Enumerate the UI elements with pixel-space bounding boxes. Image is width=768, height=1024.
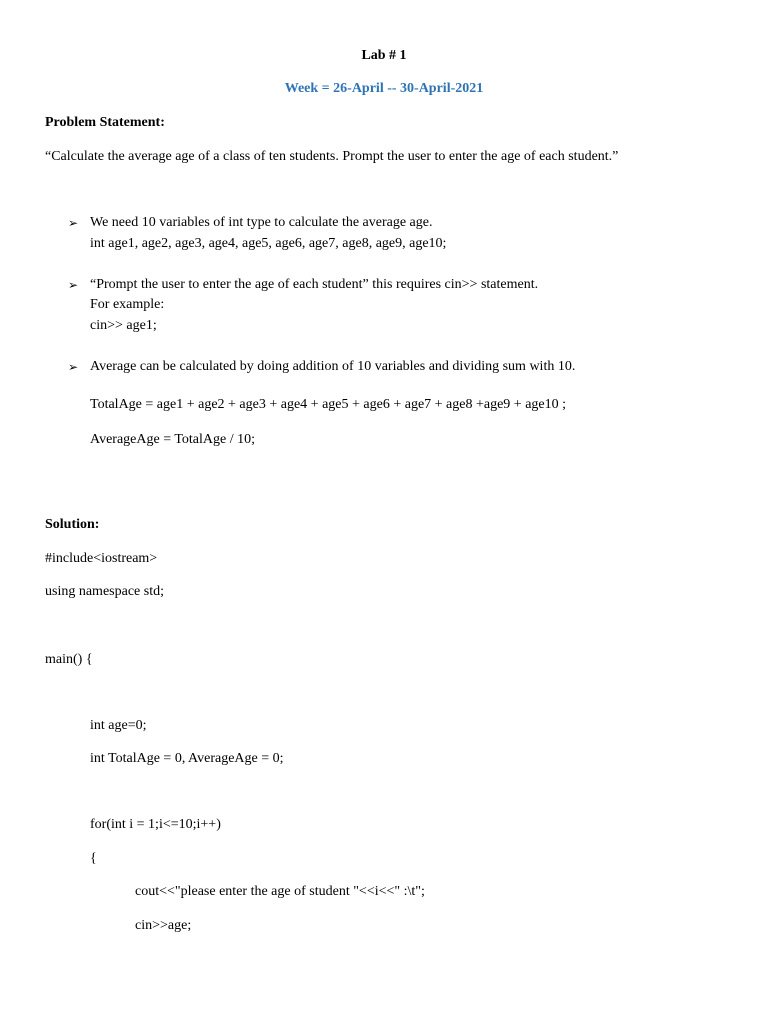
bullet-1-line-2: int age1, age2, age3, age4, age5, age6, age7, age8, age9, age10; [90, 236, 447, 251]
code-line: main() { [45, 652, 93, 667]
bullet-2-line-2: For example: [90, 297, 165, 312]
code-line: #include<iostream> [45, 551, 158, 566]
week-range: Week = 26-April -- 30-April-2021 [284, 81, 484, 96]
code-line: cin>>age; [135, 918, 192, 933]
code-line: for(int i = 1;i<=10;i++) [90, 817, 221, 832]
bullet-2-line-3: cin>> age1; [90, 318, 157, 333]
solution-heading: Solution: [45, 517, 100, 532]
bullet-arrow-icon: ➢ [68, 278, 79, 292]
problem-heading: Problem Statement: [45, 115, 165, 130]
code-line: using namespace std; [45, 584, 164, 599]
bullet-3-line-1: Average can be calculated by doing addition of 10 variables and dividing sum with 10. [90, 359, 576, 374]
bullet-arrow-icon: ➢ [68, 216, 79, 230]
problem-statement: “Calculate the average age of a class of ten students. Prompt the user to enter the age of each student.” [45, 149, 619, 164]
bullet-2-line-1: “Prompt the user to enter the age of each student” this requires cin>> statement. [90, 277, 539, 292]
bullet-1-line-1: We need 10 variables of int type to calculate the average age. [90, 215, 433, 230]
bullet-arrow-icon: ➢ [68, 360, 79, 374]
total-age-formula: TotalAge = age1 + age2 + age3 + age4 + age5 + age6 + age7 + age8 +age9 + age10 ; [90, 397, 567, 412]
code-line: int TotalAge = 0, AverageAge = 0; [90, 751, 284, 766]
code-line: cout<<"please enter the age of student "<<i<<" :\t"; [135, 884, 425, 899]
page-title: Lab # 1 [361, 48, 407, 63]
code-line: int age=0; [90, 718, 147, 733]
code-line: { [90, 851, 97, 866]
average-age-formula: AverageAge = TotalAge / 10; [90, 432, 256, 447]
